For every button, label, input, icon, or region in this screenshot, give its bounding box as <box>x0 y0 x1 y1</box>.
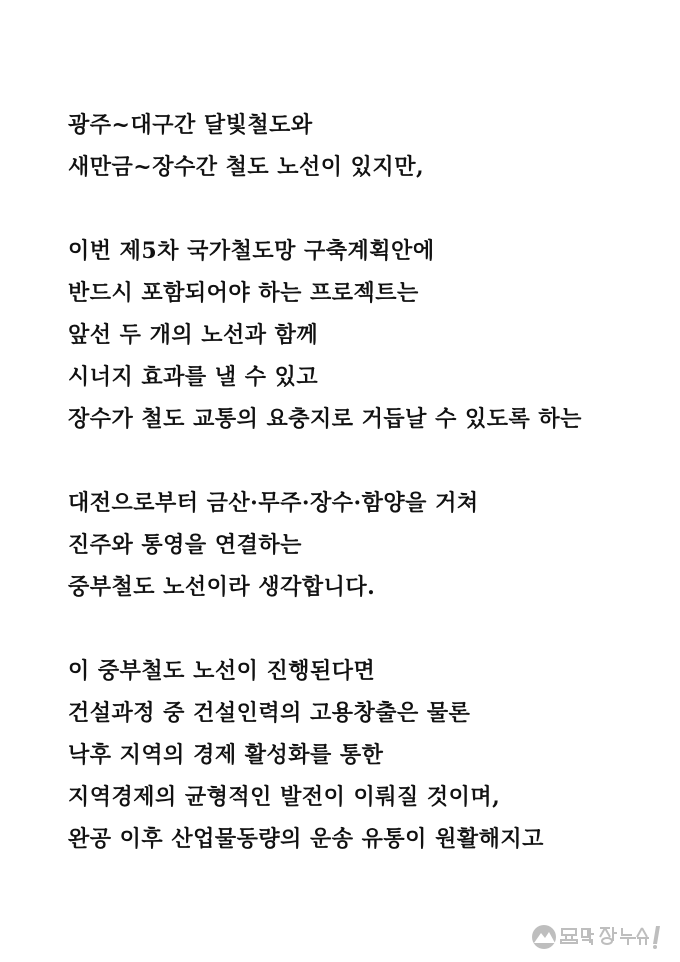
text-line: 새만금~장수간 철도 노선이 있지만, <box>68 154 425 180</box>
text-line: 이번 제5차 국가철도망 구축계획안에 <box>68 238 435 264</box>
text-line: 낙후 지역의 경제 활성화를 통한 <box>68 742 384 768</box>
text-line: 건설과정 중 건설인력의 고용창출은 물론 <box>68 700 471 726</box>
text-line: 진주와 통영을 연결하는 <box>68 532 302 558</box>
text-line: 시너지 효과를 낼 수 있고 <box>68 364 319 390</box>
mountain-logo-icon <box>530 922 670 952</box>
text-line: 광주~대구간 달빛철도와 <box>68 112 313 138</box>
text-line: 이 중부철도 노선이 진행된다면 <box>68 658 376 684</box>
text-line: 중부철도 노선이라 생각합니다. <box>68 574 376 600</box>
text-line: 반드시 포함되어야 하는 프로젝트는 <box>68 280 419 306</box>
text-line: 지역경제의 균형적인 발전이 이뤄질 것이며, <box>68 784 501 810</box>
watermark-logo <box>530 922 670 952</box>
text-line: 앞선 두 개의 노선과 함께 <box>68 322 319 348</box>
text-line: 장수가 철도 교통의 요충지로 거듭날 수 있도록 하는 <box>68 406 582 432</box>
text-line: 대전으로부터 금산·무주·장수·함양을 거쳐 <box>68 490 479 516</box>
text-line: 완공 이후 산업물동량의 운송 유통이 원활해지고 <box>68 826 544 852</box>
